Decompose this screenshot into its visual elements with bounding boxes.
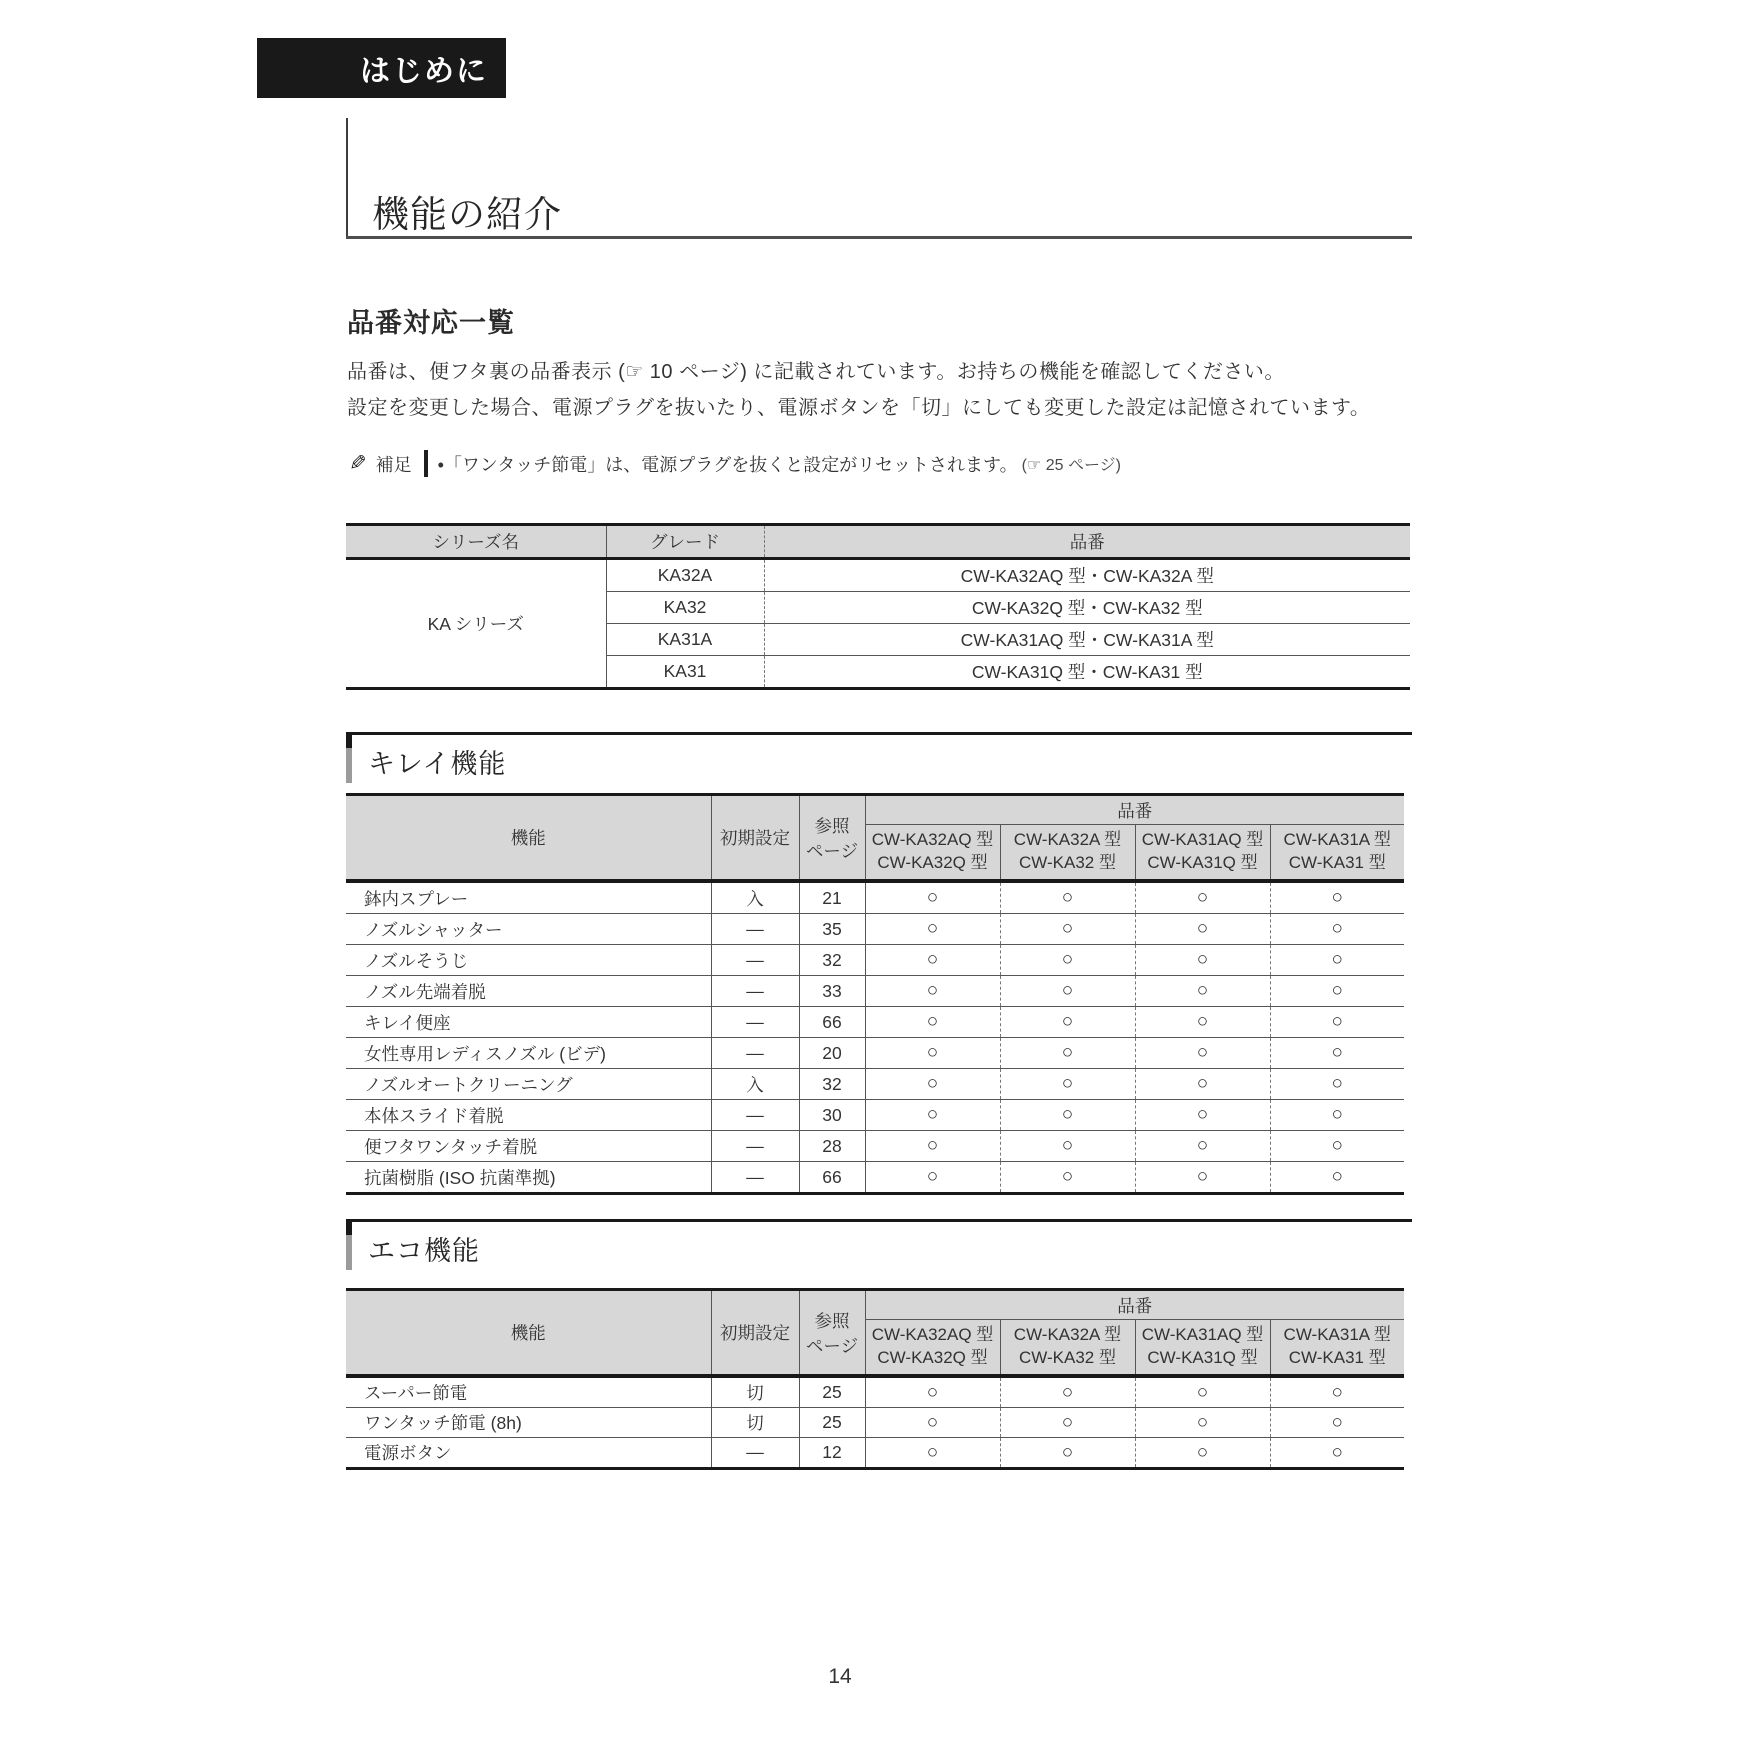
model-name-line: CW-KA31Q 型	[1147, 853, 1258, 872]
model-column-header	[1135, 825, 1270, 882]
support-mark-cell: ○	[1270, 1438, 1404, 1469]
feature-row	[346, 976, 1404, 1007]
support-mark-cell: ○	[1000, 914, 1135, 945]
support-mark-cell: ○	[1270, 1376, 1404, 1408]
support-mark-cell: ○	[1000, 976, 1135, 1007]
grade-cell: KA31	[606, 656, 764, 689]
feature-name-cell: ワンタッチ節電 (8h)	[346, 1408, 711, 1438]
grade-cell: KA32A	[606, 559, 764, 592]
support-mark-cell: ○	[1135, 1038, 1270, 1069]
feature-row	[346, 914, 1404, 945]
model-name-line: CW-KA31Q 型	[1147, 1348, 1258, 1367]
lead-paragraph-line1: 品番は、便フタ裏の品番表示 (☞ 10 ページ) に記載されています。お持ちの機能を確認してください。	[347, 361, 1285, 383]
feature-name-cell: ノズルシャッター	[346, 914, 711, 945]
default-setting-cell: ―	[711, 1438, 799, 1469]
default-setting-cell: 入	[711, 1069, 799, 1100]
feature-row	[346, 1162, 1404, 1194]
support-mark-cell: ○	[1270, 976, 1404, 1007]
feature-row	[346, 1007, 1404, 1038]
column-header-function: 機能	[346, 795, 711, 882]
default-setting-cell: 入	[711, 881, 799, 914]
default-setting-cell: ―	[711, 914, 799, 945]
feature-row	[346, 881, 1404, 914]
page-ref-cell: 30	[799, 1100, 865, 1131]
support-mark-cell: ○	[1000, 1376, 1135, 1408]
support-mark-cell: ○	[1000, 1438, 1135, 1469]
model-name-line: CW-KA31AQ 型	[1141, 830, 1264, 850]
support-mark-cell: ○	[1270, 1131, 1404, 1162]
feature-name-cell: 鉢内スプレー	[346, 881, 711, 914]
series-name-cell: KA シリーズ	[346, 559, 606, 689]
feature-row	[346, 1438, 1404, 1469]
model-column-header	[865, 1320, 1000, 1377]
model-name-line: CW-KA31 型	[1288, 853, 1386, 872]
support-mark-cell: ○	[865, 1038, 1000, 1069]
page-ref-cell: 21	[799, 881, 865, 914]
model-column-header	[1270, 825, 1404, 882]
support-mark-cell: ○	[1000, 881, 1135, 914]
page-header-line: ページ	[805, 1335, 859, 1356]
page-header-line: 参照	[814, 1310, 850, 1331]
support-mark-cell: ○	[1270, 1069, 1404, 1100]
default-setting-cell: ―	[711, 945, 799, 976]
pencil-icon: ✎	[349, 452, 367, 475]
support-mark-cell: ○	[1270, 1007, 1404, 1038]
section-heading-model-list: 品番対応一覧	[347, 308, 515, 338]
model-column-header	[1135, 1320, 1270, 1377]
table-header-row	[346, 795, 1404, 825]
grade-cell: KA31A	[606, 624, 764, 656]
models-cell: CW-KA31AQ 型・CW-KA31A 型	[764, 624, 1410, 656]
column-header-page	[799, 795, 865, 882]
support-mark-cell: ○	[1270, 1100, 1404, 1131]
page-ref-cell: 32	[799, 945, 865, 976]
page-ref-cell: 32	[799, 1069, 865, 1100]
page-ref-cell: 25	[799, 1376, 865, 1408]
model-column-header	[865, 825, 1000, 882]
feature-name-cell: 電源ボタン	[346, 1438, 711, 1469]
model-name-line: CW-KA31AQ 型	[1141, 1325, 1264, 1345]
model-name-line: CW-KA32Q 型	[877, 853, 988, 872]
feature-row	[346, 1376, 1404, 1408]
model-column-header	[1000, 1320, 1135, 1377]
support-mark-cell: ○	[1135, 914, 1270, 945]
page-ref-cell: 20	[799, 1038, 865, 1069]
support-mark-cell: ○	[1135, 945, 1270, 976]
default-setting-cell: ―	[711, 1131, 799, 1162]
support-mark-cell: ○	[1135, 1438, 1270, 1469]
page-ref-cell: 66	[799, 1007, 865, 1038]
model-name-line: CW-KA31A 型	[1283, 830, 1391, 850]
support-mark-cell: ○	[1270, 1038, 1404, 1069]
support-mark-cell: ○	[1135, 1100, 1270, 1131]
support-mark-cell: ○	[865, 1162, 1000, 1194]
support-mark-cell: ○	[1135, 976, 1270, 1007]
column-header-function: 機能	[346, 1290, 711, 1377]
note-text: •「ワンタッチ節電」は、電源プラグを抜くと設定がリセットされます。	[437, 454, 1018, 475]
title-underline	[346, 236, 1412, 239]
support-mark-cell: ○	[1000, 1069, 1135, 1100]
column-header-models: 品番	[764, 525, 1410, 559]
page-header-line: 参照	[814, 815, 850, 836]
support-mark-cell: ○	[1000, 1038, 1135, 1069]
support-mark-cell: ○	[1000, 1007, 1135, 1038]
support-mark-cell: ○	[1000, 1131, 1135, 1162]
supplement-note	[349, 450, 1121, 477]
feature-name-cell: キレイ便座	[346, 1007, 711, 1038]
page-ref-cell: 25	[799, 1408, 865, 1438]
series-model-table	[346, 523, 1410, 690]
support-mark-cell: ○	[1270, 1408, 1404, 1438]
support-mark-cell: ○	[1270, 881, 1404, 914]
feature-name-cell: ノズルオートクリーニング	[346, 1069, 711, 1100]
feature-name-cell: ノズルそうじ	[346, 945, 711, 976]
support-mark-cell: ○	[1270, 1162, 1404, 1194]
support-mark-cell: ○	[1270, 914, 1404, 945]
model-name-line: CW-KA32A 型	[1013, 830, 1122, 850]
support-mark-cell: ○	[1135, 881, 1270, 914]
models-cell: CW-KA32Q 型・CW-KA32 型	[764, 592, 1410, 624]
column-header-grade: グレード	[606, 525, 764, 559]
note-label: 補足	[375, 454, 412, 475]
support-mark-cell: ○	[865, 1438, 1000, 1469]
support-mark-cell: ○	[865, 1376, 1000, 1408]
column-header-default: 初期設定	[711, 795, 799, 882]
chapter-tab-label: はじめに	[360, 55, 488, 88]
support-mark-cell: ○	[1270, 945, 1404, 976]
feature-row	[346, 1038, 1404, 1069]
section-accent-bar	[346, 735, 352, 783]
support-mark-cell: ○	[865, 1131, 1000, 1162]
support-mark-cell: ○	[1135, 1007, 1270, 1038]
feature-row	[346, 1069, 1404, 1100]
support-mark-cell: ○	[1000, 1162, 1135, 1194]
support-mark-cell: ○	[1135, 1376, 1270, 1408]
page-ref-cell: 66	[799, 1162, 865, 1194]
default-setting-cell: ―	[711, 1100, 799, 1131]
model-name-line: CW-KA32 型	[1019, 853, 1116, 872]
column-header-series: シリーズ名	[346, 525, 606, 559]
column-group-header-models: 品番	[865, 795, 1404, 825]
model-name-line: CW-KA32AQ 型	[871, 1325, 994, 1345]
feature-row	[346, 1408, 1404, 1438]
feature-name-cell: スーパー節電	[346, 1376, 711, 1408]
kirei-feature-table	[346, 793, 1404, 1195]
model-column-header	[1270, 1320, 1404, 1377]
note-page-reference: (☞ 25 ページ)	[1021, 457, 1121, 474]
support-mark-cell: ○	[865, 1007, 1000, 1038]
page-ref-cell: 12	[799, 1438, 865, 1469]
support-mark-cell: ○	[1000, 945, 1135, 976]
section-heading-eco: エコ機能	[368, 1236, 480, 1266]
support-mark-cell: ○	[1000, 1408, 1135, 1438]
default-setting-cell: 切	[711, 1408, 799, 1438]
table-row	[346, 559, 1410, 592]
feature-row	[346, 1100, 1404, 1131]
feature-name-cell: 本体スライド着脱	[346, 1100, 711, 1131]
lead-paragraph-line2: 設定を変更した場合、電源プラグを抜いたり、電源ボタンを「切」にしても変更した設定は記憶されています。	[347, 397, 1371, 419]
section-accent-bar	[346, 1222, 352, 1270]
chapter-tab	[257, 38, 506, 98]
page-ref-cell: 35	[799, 914, 865, 945]
page-ref-cell: 28	[799, 1131, 865, 1162]
support-mark-cell: ○	[865, 914, 1000, 945]
feature-name-cell: 抗菌樹脂 (ISO 抗菌準拠)	[346, 1162, 711, 1194]
column-header-default: 初期設定	[711, 1290, 799, 1377]
grade-cell: KA32	[606, 592, 764, 624]
support-mark-cell: ○	[865, 1069, 1000, 1100]
support-mark-cell: ○	[1135, 1162, 1270, 1194]
table-header-row	[346, 525, 1410, 559]
note-divider	[424, 450, 428, 477]
default-setting-cell: ―	[711, 1007, 799, 1038]
models-cell: CW-KA32AQ 型・CW-KA32A 型	[764, 559, 1410, 592]
column-group-header-models: 品番	[865, 1290, 1404, 1320]
feature-name-cell: 女性専用レディスノズル (ビデ)	[346, 1038, 711, 1069]
models-cell: CW-KA31Q 型・CW-KA31 型	[764, 656, 1410, 689]
model-column-header	[1000, 825, 1135, 882]
support-mark-cell: ○	[1135, 1069, 1270, 1100]
support-mark-cell: ○	[1000, 1100, 1135, 1131]
page-ref-cell: 33	[799, 976, 865, 1007]
model-name-line: CW-KA32 型	[1019, 1348, 1116, 1367]
feature-name-cell: ノズル先端着脱	[346, 976, 711, 1007]
page-title: 機能の紹介	[372, 194, 562, 235]
page-number: 14	[828, 1665, 852, 1688]
model-name-line: CW-KA31 型	[1288, 1348, 1386, 1367]
support-mark-cell: ○	[865, 976, 1000, 1007]
support-mark-cell: ○	[865, 1408, 1000, 1438]
default-setting-cell: ―	[711, 1038, 799, 1069]
model-name-line: CW-KA32Q 型	[877, 1348, 988, 1367]
title-left-rule	[346, 118, 348, 236]
support-mark-cell: ○	[865, 881, 1000, 914]
section-heading-kirei: キレイ機能	[368, 749, 507, 779]
feature-name-cell: 便フタワンタッチ着脱	[346, 1131, 711, 1162]
default-setting-cell: 切	[711, 1376, 799, 1408]
model-name-line: CW-KA32A 型	[1013, 1325, 1122, 1345]
section-head-kirei	[346, 732, 1412, 787]
model-name-line: CW-KA32AQ 型	[871, 830, 994, 850]
default-setting-cell: ―	[711, 976, 799, 1007]
page-header-line: ページ	[805, 840, 859, 861]
default-setting-cell: ―	[711, 1162, 799, 1194]
eco-feature-table	[346, 1288, 1404, 1470]
support-mark-cell: ○	[1135, 1131, 1270, 1162]
column-header-page	[799, 1290, 865, 1377]
support-mark-cell: ○	[1135, 1408, 1270, 1438]
section-head-eco	[346, 1219, 1412, 1274]
support-mark-cell: ○	[865, 1100, 1000, 1131]
model-name-line: CW-KA31A 型	[1283, 1325, 1391, 1345]
support-mark-cell: ○	[865, 945, 1000, 976]
feature-row	[346, 1131, 1404, 1162]
table-header-row	[346, 1290, 1404, 1320]
feature-row	[346, 945, 1404, 976]
